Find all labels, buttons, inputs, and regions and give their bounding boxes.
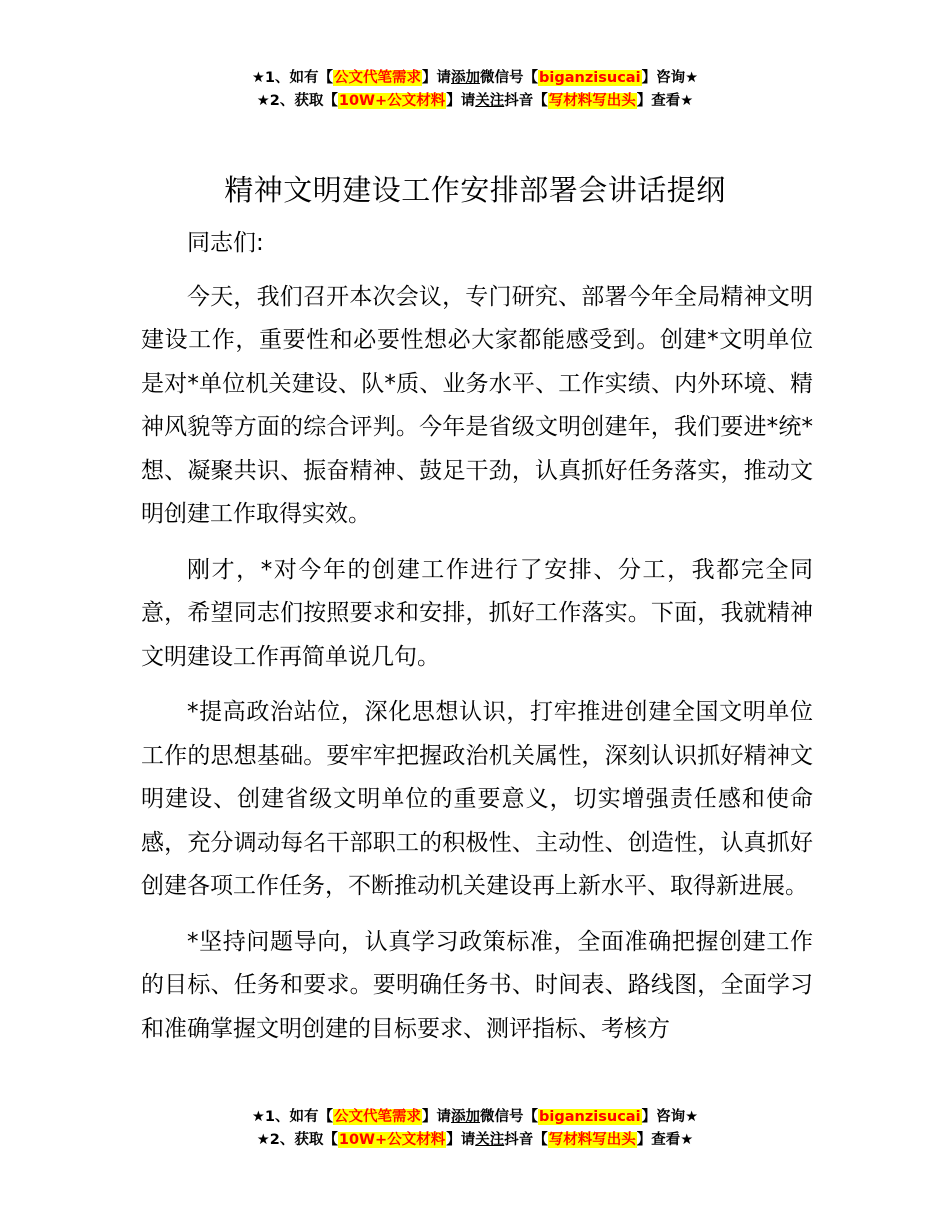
banner-text: ★1、如有【 — [251, 70, 334, 86]
document-title: 精神文明建设工作安排部署会讲话提纲 — [224, 173, 726, 207]
paragraph: 刚才，*对今年的创建工作进行了安排、分工，我都完全同意，希望同志们按照要求和安排，抓好工作落实。下面，我就精神文明建设工作再简单说几句。 — [141, 556, 813, 670]
footer-banner-line-2 — [0, 1129, 950, 1152]
paragraph: *提高政治站位，深化思想认识，打牢推进创建全国文明单位工作的思想基础。要牢牢把握政治机关属性，深刻认识抓好精神文明建设、创建省级文明单位的重要意义，切实增强责任感和使命感，充分调动每名干部职工的积极性、主动性、创造性，认真抓好创建各项工作任务，不断推动机关建设再上新水平、取得新进展。 — [141, 699, 813, 899]
banner-underline: 添加 — [451, 1109, 481, 1125]
banner-underline: 添加 — [451, 70, 481, 86]
greeting: 同志们: — [187, 230, 264, 256]
banner-highlight: 公文代笔需求 — [334, 1109, 422, 1125]
banner-highlight: biganzisucai — [539, 70, 641, 86]
document-body — [141, 222, 813, 1063]
banner-text: 】查看★ — [636, 1132, 694, 1148]
banner-text: 微信号【 — [480, 1109, 539, 1125]
banner-text: 】请 — [422, 1109, 452, 1125]
banner-text: ★1、如有【 — [251, 1109, 334, 1125]
banner-text: 】查看★ — [636, 93, 694, 109]
header-banner-line-1 — [0, 67, 950, 90]
banner-text: ★2、获取【 — [256, 93, 338, 109]
header-banner-line-2 — [0, 90, 950, 113]
banner-underline: 关注 — [475, 1132, 505, 1148]
footer-banner — [0, 1106, 950, 1152]
banner-highlight: 10W+公文材料 — [338, 1132, 446, 1148]
banner-text: 】请 — [446, 1132, 476, 1148]
banner-text: 抖音【 — [504, 93, 548, 109]
footer-banner-line-1 — [0, 1106, 950, 1129]
banner-highlight: 公文代笔需求 — [334, 70, 422, 86]
header-banner — [0, 67, 950, 113]
banner-text: 】咨询★ — [641, 70, 699, 86]
paragraph: *坚持问题导向，认真学习政策标准，全面准确把握创建工作的目标、任务和要求。要明确任务书、时间表、路线图，全面学习和准确掌握文明创建的目标要求、测评指标、考核方 — [141, 928, 813, 1042]
banner-text: 】咨询★ — [641, 1109, 699, 1125]
banner-text: 】请 — [446, 93, 476, 109]
banner-highlight: 写材料写出头 — [548, 1132, 636, 1148]
banner-text: 微信号【 — [480, 70, 539, 86]
banner-highlight: biganzisucai — [539, 1109, 641, 1125]
banner-text: 】请 — [422, 70, 452, 86]
banner-highlight: 写材料写出头 — [548, 93, 636, 109]
banner-highlight: 10W+公文材料 — [338, 93, 446, 109]
banner-text: ★2、获取【 — [256, 1132, 338, 1148]
paragraph: 今天，我们召开本次会议，专门研究、部署今年全局精神文明建设工作，重要性和必要性想必大家都能感受到。创建*文明单位是对*单位机关建设、队*质、业务水平、工作实绩、内外环境、精神风貌等方面的综合评判。今年是省级文明创建年，我们要进*统*想、凝聚共识、振奋精神、鼓足干劲，认真抓好任务落实，推动文明创建工作取得实效。 — [141, 283, 813, 527]
banner-text: 抖音【 — [504, 1132, 548, 1148]
banner-underline: 关注 — [475, 93, 505, 109]
